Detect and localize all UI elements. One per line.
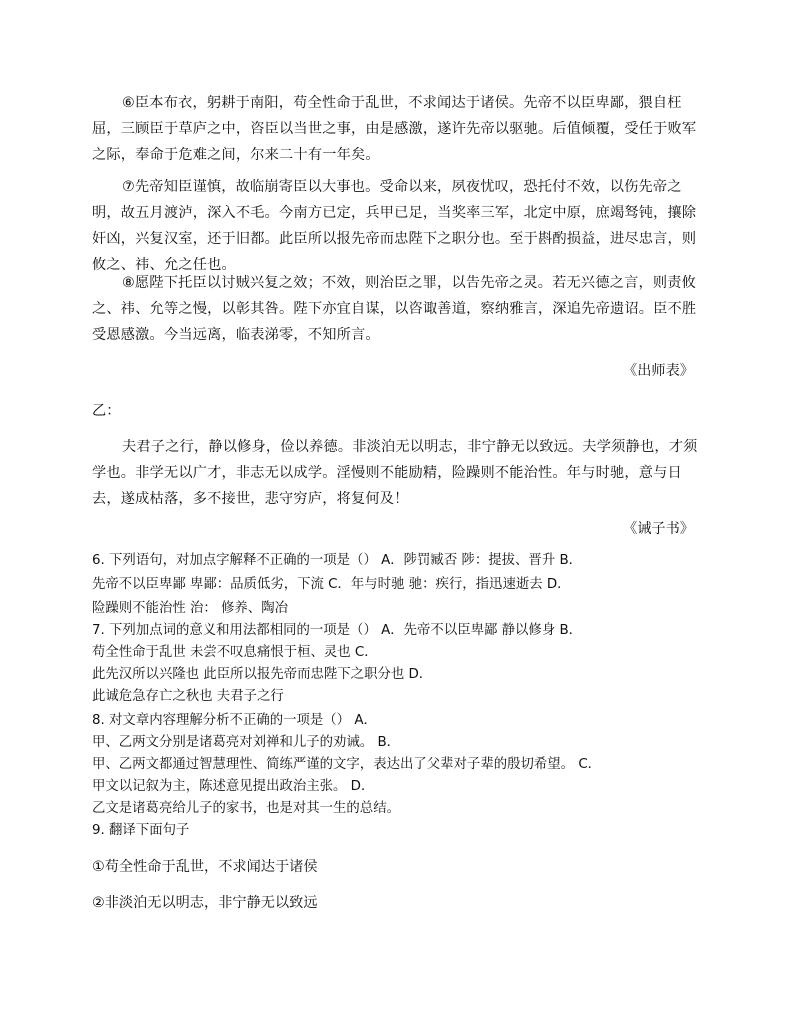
jia-source-title: 《出师表》 [623, 363, 694, 379]
translate-item-2: ②非淡泊无以明志，非宁静无以致远 [92, 895, 318, 911]
question-6-line-1: 6. 下列语句，对加点字解释不正确的一项是（） A．陟罚臧否 陟：提拔、晋升 B． [92, 553, 583, 568]
question-8-line-5: 乙文是诸葛亮给儿子的家书，也是对其一生的总结。 [92, 801, 400, 816]
question-7-line-4: 此诚危急存亡之秋也 夫君子之行 [92, 689, 284, 704]
translate-item-1: ①苟全性命于乱世，不求闻达于诸侯 [92, 859, 318, 875]
question-8-line-3: 甲、乙两文都通过智慧理性、简练严谨的文字，表达出了父辈对子辈的殷切希望。 C． [92, 757, 602, 772]
jia-paragraph-8: ⑧愿陛下托臣以讨贼兴复之效；不效，则治臣之罪，以告先帝之灵。若无兴德之言，则责攸之、祎、允等之慢，以彰其咎。陛下亦宜自谋，以咨诹善道，察纳雅言，深追先帝遗诏。臣不胜受恩感激。今当远离，临表涕零，不知所言。 [92, 275, 697, 343]
yi-source-title: 《诫子书》 [623, 521, 694, 537]
question-6-line-3: 险躁则不能治性 治： 修养、陶冶 [92, 601, 288, 616]
question-8-line-2: 甲、乙两文分别是诸葛亮对刘禅和儿子的劝诫。 B． [92, 735, 401, 750]
question-6-line-2: 先帝不以臣卑鄙 卑鄙：品质低劣，下流 C．年与时驰 驰：疾行，指迅速逝去 D． [92, 577, 571, 592]
jia-paragraph-7: ⑦先帝知臣谨慎，故临崩寄臣以大事也。受命以来，夙夜忧叹，恐托付不效，以伤先帝之明，故五月渡泸，深入不毛。今南方已定，兵甲已足，当奖率三军，北定中原，庶竭驽钝，攘除奸凶，兴复汉室，还于旧都。此臣所以报先帝而忠陛下之职分也。至于斟酌损益，进尽忠言，则攸之、祎、允之任也。 [92, 179, 697, 273]
yi-label: 乙： [92, 403, 121, 419]
question-8-line-1: 8. 对文章内容理解分析不正确的一项是（） A． [92, 713, 377, 728]
question-9-title: 9. 翻译下面句子 [92, 823, 190, 838]
question-8-line-4: 甲文以记叙为主，陈述意见提出政治主张。 D． [92, 779, 375, 794]
jia-paragraph-6: ⑥臣本布衣，躬耕于南阳，苟全性命于乱世，不求闻达于诸侯。先帝不以臣卑鄙，猥自枉屈，三顾臣于草庐之中，咨臣以当世之事，由是感激，遂许先帝以驱驰。后值倾覆，受任于败军之际，奉命于危难之间，尔来二十有一年矣。 [92, 95, 697, 163]
question-7-line-2: 苟全性命于乱世 未尝不叹息痛恨于桓、灵也 C． [92, 645, 378, 660]
question-7-line-1: 7. 下列加点词的意义和用法都相同的一项是（） A．先帝不以臣卑鄙 静以修身 B． [92, 623, 583, 638]
question-7-line-3: 此先汉所以兴隆也 此臣所以报先帝而忠陛下之职分也 D． [92, 667, 433, 682]
yi-paragraph: 夫君子之行，静以修身，俭以养德。非淡泊无以明志，非宁静无以致远。夫学须静也，才须学也。非学无以广才，非志无以成学。淫慢则不能励精，险躁则不能治性。年与时驰，意与日去，遂成枯落，多不接世，悲守穷庐，将复何及！ [92, 439, 698, 507]
